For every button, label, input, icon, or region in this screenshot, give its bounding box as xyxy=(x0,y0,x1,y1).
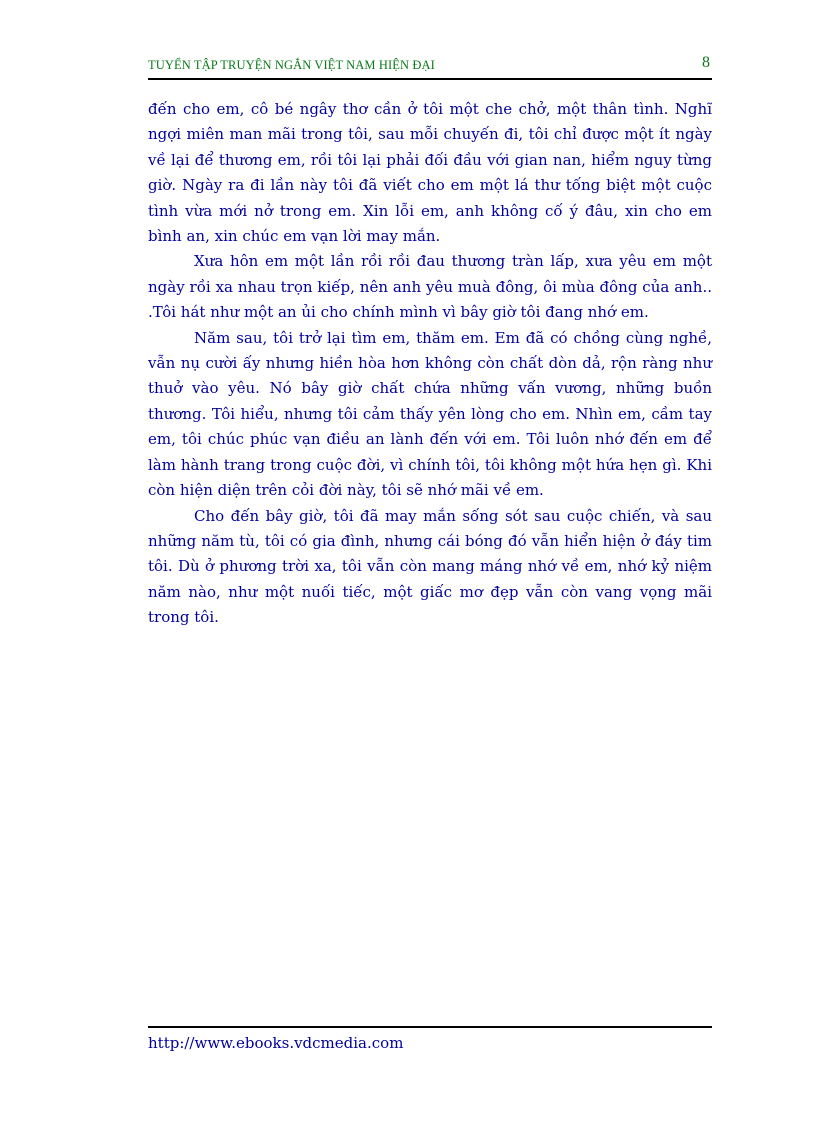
paragraph-1: đến cho em, cô bé ngây thơ cần ở tôi một che chở, một thân tình. Nghĩ ngợi miên man mãi trong tôi, sau mỗi chuyến đi, tôi chỉ được một ít ngày về lại để thương em, rồi tôi lại phải đối đầu với gian nan, hiểm nguy từng giờ. Ngày ra đi lần này tôi đã viết cho em một lá thư tống biệt một cuộc tình vừa mới nở trong em. Xin lỗi em, anh không cố ý đâu, xin cho em bình an, xin chúc em vạn lời may mắn. xyxy=(148,100,712,246)
paragraph-2: Xưa hôn em một lần rồi rồi đau thương tràn lấp, xưa yêu em một ngày rồi xa nhau trọn kiếp, nên anh yêu muà đông, ôi mùa đông của anh.. .Tôi hát như một an ủi cho chính mình vì bây giờ tôi đang nhớ em. xyxy=(148,252,712,322)
paragraph-3: Năm sau, tôi trở lại tìm em, thăm em. Em đã có chồng cùng nghề, vẫn nụ cười ấy nhưng hiền hòa hơn không còn chất dòn dả, rộn ràng như thuở vào yêu. Nó bây giờ chất chứa những vấn vương, những buồn thương. Tôi hiểu, nhưng tôi cảm thấy yên lòng cho em. Nhìn em, cầm tay em, tôi chúc phúc vạn điều an lành đến với em. Tôi luôn nhớ đến em để làm hành trang trong cuộc đời, vì chính tôi, tôi không một hứa hẹn gì. Khi còn hiện diện trên cỏi đời này, tôi sẽ nhớ mãi về em. xyxy=(148,328,712,500)
footer-divider xyxy=(148,1026,712,1028)
book-title: TUYỂN TẬP TRUYỆN NGẮN VIỆT NAM HIỆN ĐẠI xyxy=(148,58,435,72)
page-number: 8 xyxy=(702,54,710,71)
page-header xyxy=(148,54,712,80)
story-text xyxy=(148,97,712,631)
footer-website-link[interactable]: http://www.ebooks.vdcmedia.com xyxy=(148,1034,404,1052)
paragraph-4: Cho đến bây giờ, tôi đã may mắn sống sót sau cuộc chiến, và sau những năm tù, tôi có gia đình, nhưng cái bóng đó vẫn hiển hiện ở đáy tim tôi. Dù ở phương trời xa, tôi vẫn còn mang máng nhớ về em, nhớ kỷ niệm năm nào, như một nuối tiếc, một giấc mơ đẹp vẫn còn vang vọng mãi trong tôi. xyxy=(148,506,712,627)
